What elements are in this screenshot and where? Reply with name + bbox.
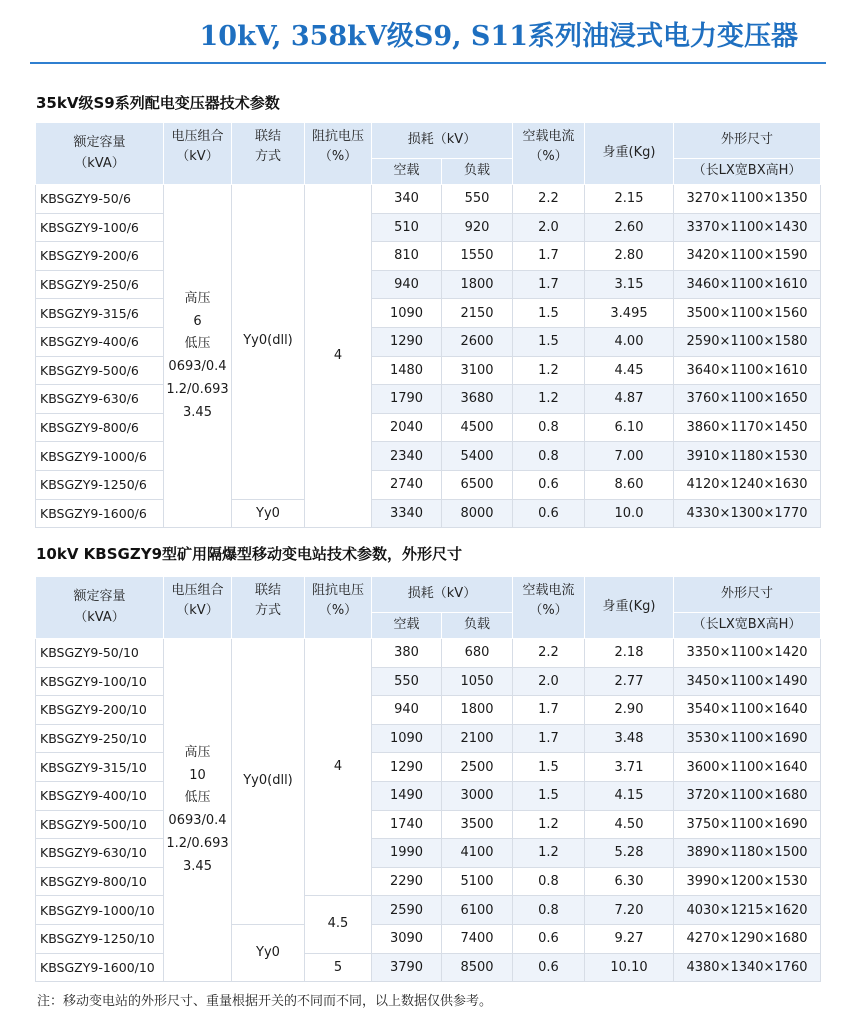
impedance-voltage: 4.5 <box>305 896 372 953</box>
table-row <box>36 356 821 385</box>
voltage-combination <box>164 639 232 982</box>
dimensions: 3910×1180×1530 <box>674 442 821 471</box>
weight: 4.87 <box>585 385 674 414</box>
load-loss: 3100 <box>442 356 513 385</box>
model: KBSGZY9-630/10 <box>36 839 164 868</box>
model: KBSGZY9-1600/10 <box>36 953 164 982</box>
table-row <box>36 299 821 328</box>
table-row <box>36 639 821 668</box>
model: KBSGZY9-315/10 <box>36 753 164 782</box>
model: KBSGZY9-1250/6 <box>36 470 164 499</box>
load-loss: 3500 <box>442 810 513 839</box>
voltage-line: 0693/0.4 <box>168 813 227 829</box>
header-noload-current: 空载电流 （%） <box>513 577 585 639</box>
model: KBSGZY9-50/10 <box>36 639 164 668</box>
dimensions: 3530×1100×1690 <box>674 724 821 753</box>
voltage-line: 3.45 <box>183 858 212 874</box>
noload-current: 0.8 <box>513 896 585 925</box>
model: KBSGZY9-250/6 <box>36 270 164 299</box>
table-row <box>36 896 821 925</box>
table-row <box>36 413 821 442</box>
noload-current: 1.7 <box>513 270 585 299</box>
connection-method: Yy0 <box>232 924 305 981</box>
header-dimension: 外形尺寸 <box>674 123 821 159</box>
weight: 6.10 <box>585 413 674 442</box>
header-voltage: 电压组合 （kV） <box>164 577 232 639</box>
weight: 4.15 <box>585 781 674 810</box>
noload-current: 1.2 <box>513 385 585 414</box>
noload-loss: 1090 <box>372 724 442 753</box>
impedance-voltage: 5 <box>305 953 372 982</box>
load-loss: 4100 <box>442 839 513 868</box>
noload-current: 1.2 <box>513 839 585 868</box>
weight: 2.15 <box>585 185 674 214</box>
title-divider <box>30 62 826 64</box>
noload-loss: 1990 <box>372 839 442 868</box>
dimensions: 4120×1240×1630 <box>674 470 821 499</box>
dimensions: 3860×1170×1450 <box>674 413 821 442</box>
load-loss: 2600 <box>442 327 513 356</box>
noload-loss: 2290 <box>372 867 442 896</box>
impedance-voltage: 4 <box>305 185 372 528</box>
load-loss: 1800 <box>442 696 513 725</box>
load-loss: 8500 <box>442 953 513 982</box>
footnote: 注：移动变电站的外形尺寸、重量根据开关的不同而不同，以上数据仅供参考。 <box>37 994 493 1009</box>
noload-current: 1.5 <box>513 327 585 356</box>
header-impedance: 阻抗电压 （%） <box>305 123 372 185</box>
noload-loss: 550 <box>372 667 442 696</box>
voltage-line: 高压 <box>184 290 211 306</box>
model: KBSGZY9-1600/6 <box>36 499 164 528</box>
noload-loss: 1290 <box>372 753 442 782</box>
dimensions: 3270×1100×1350 <box>674 185 821 214</box>
load-loss: 3680 <box>442 385 513 414</box>
table-row <box>36 270 821 299</box>
header-loss-noload: 空载 <box>372 613 442 639</box>
weight: 3.495 <box>585 299 674 328</box>
weight: 9.27 <box>585 924 674 953</box>
header-loss-load: 负载 <box>442 613 513 639</box>
voltage-line: 1.2/0.693 <box>166 835 229 851</box>
noload-current: 0.8 <box>513 442 585 471</box>
header-voltage: 电压组合 （kV） <box>164 123 232 185</box>
dimensions: 3500×1100×1560 <box>674 299 821 328</box>
weight: 10.0 <box>585 499 674 528</box>
noload-current: 2.2 <box>513 639 585 668</box>
load-loss: 1550 <box>442 242 513 271</box>
dimensions: 3350×1100×1420 <box>674 639 821 668</box>
dimensions: 2590×1100×1580 <box>674 327 821 356</box>
weight: 4.50 <box>585 810 674 839</box>
noload-current: 1.5 <box>513 753 585 782</box>
model: KBSGZY9-200/6 <box>36 242 164 271</box>
header-impedance: 阻抗电压 （%） <box>305 577 372 639</box>
header-dimension-unit: （长LX宽BX高H） <box>674 613 821 639</box>
dimensions: 3640×1100×1610 <box>674 356 821 385</box>
dimensions: 3460×1100×1610 <box>674 270 821 299</box>
load-loss: 4500 <box>442 413 513 442</box>
dimensions: 3890×1180×1500 <box>674 839 821 868</box>
header-loss: 损耗（kV） <box>372 577 513 613</box>
noload-loss: 340 <box>372 185 442 214</box>
load-loss: 5400 <box>442 442 513 471</box>
noload-loss: 2040 <box>372 413 442 442</box>
noload-current: 0.8 <box>513 867 585 896</box>
weight: 3.71 <box>585 753 674 782</box>
table-row <box>36 327 821 356</box>
header-loss-noload: 空载 <box>372 159 442 185</box>
load-loss: 920 <box>442 213 513 242</box>
model: KBSGZY9-200/10 <box>36 696 164 725</box>
voltage-line: 1.2/0.693 <box>166 381 229 397</box>
table-row <box>36 213 821 242</box>
model: KBSGZY9-1000/6 <box>36 442 164 471</box>
dimensions: 3540×1100×1640 <box>674 696 821 725</box>
voltage-line: 高压 <box>184 744 211 760</box>
table-row <box>36 696 821 725</box>
load-loss: 2100 <box>442 724 513 753</box>
connection-method: Yy0(dll) <box>232 639 305 925</box>
voltage-line: 10 <box>189 767 206 783</box>
table-row <box>36 470 821 499</box>
noload-current: 2.2 <box>513 185 585 214</box>
voltage-line: 低压 <box>184 790 211 806</box>
weight: 2.60 <box>585 213 674 242</box>
model: KBSGZY9-400/6 <box>36 327 164 356</box>
section1-title: 35kV级S9系列配电变压器技术参数 <box>36 94 280 112</box>
noload-loss: 810 <box>372 242 442 271</box>
load-loss: 5100 <box>442 867 513 896</box>
model: KBSGZY9-500/10 <box>36 810 164 839</box>
noload-loss: 1740 <box>372 810 442 839</box>
weight: 10.10 <box>585 953 674 982</box>
noload-current: 1.2 <box>513 356 585 385</box>
model: KBSGZY9-1000/10 <box>36 896 164 925</box>
weight: 2.18 <box>585 639 674 668</box>
dimensions: 3370×1100×1430 <box>674 213 821 242</box>
weight: 7.20 <box>585 896 674 925</box>
load-loss: 3000 <box>442 781 513 810</box>
load-loss: 7400 <box>442 924 513 953</box>
weight: 4.45 <box>585 356 674 385</box>
noload-loss: 2740 <box>372 470 442 499</box>
weight: 3.48 <box>585 724 674 753</box>
noload-current: 2.0 <box>513 667 585 696</box>
dimensions: 3720×1100×1680 <box>674 781 821 810</box>
model: KBSGZY9-100/6 <box>36 213 164 242</box>
header-connection: 联结 方式 <box>232 577 305 639</box>
noload-loss: 3790 <box>372 953 442 982</box>
voltage-line: 6 <box>193 313 202 329</box>
noload-current: 0.6 <box>513 499 585 528</box>
model: KBSGZY9-800/10 <box>36 867 164 896</box>
dimensions: 4030×1215×1620 <box>674 896 821 925</box>
load-loss: 6500 <box>442 470 513 499</box>
table-row <box>36 442 821 471</box>
dimensions: 4380×1340×1760 <box>674 953 821 982</box>
noload-loss: 3340 <box>372 499 442 528</box>
noload-loss: 1090 <box>372 299 442 328</box>
noload-current: 1.7 <box>513 724 585 753</box>
model: KBSGZY9-100/10 <box>36 667 164 696</box>
noload-current: 1.2 <box>513 810 585 839</box>
header-capacity: 额定容量 （kVA） <box>36 577 164 639</box>
voltage-combination <box>164 185 232 528</box>
dimensions: 3450×1100×1490 <box>674 667 821 696</box>
voltage-line: 0693/0.4 <box>168 359 227 375</box>
weight: 4.00 <box>585 327 674 356</box>
header-noload-current: 空载电流 （%） <box>513 123 585 185</box>
weight: 5.28 <box>585 839 674 868</box>
voltage-line: 低压 <box>184 336 211 352</box>
weight: 6.30 <box>585 867 674 896</box>
noload-current: 0.6 <box>513 924 585 953</box>
dimensions: 3420×1100×1590 <box>674 242 821 271</box>
impedance-voltage: 4 <box>305 639 372 896</box>
noload-loss: 510 <box>372 213 442 242</box>
table-row <box>36 385 821 414</box>
model: KBSGZY9-500/6 <box>36 356 164 385</box>
noload-loss: 2590 <box>372 896 442 925</box>
noload-loss: 940 <box>372 270 442 299</box>
noload-loss: 1480 <box>372 356 442 385</box>
weight: 2.77 <box>585 667 674 696</box>
table-row <box>36 753 821 782</box>
noload-loss: 3090 <box>372 924 442 953</box>
weight: 8.60 <box>585 470 674 499</box>
weight: 7.00 <box>585 442 674 471</box>
dimensions: 4330×1300×1770 <box>674 499 821 528</box>
load-loss: 1800 <box>442 270 513 299</box>
header-connection: 联结 方式 <box>232 123 305 185</box>
header-dimension: 外形尺寸 <box>674 577 821 613</box>
header-dimension-unit: （长LX宽BX高H） <box>674 159 821 185</box>
dimensions: 3990×1200×1530 <box>674 867 821 896</box>
noload-current: 0.8 <box>513 413 585 442</box>
table-row <box>36 499 821 528</box>
table-row <box>36 724 821 753</box>
header-weight: 身重(Kg) <box>585 123 674 185</box>
noload-loss: 1290 <box>372 327 442 356</box>
model: KBSGZY9-400/10 <box>36 781 164 810</box>
load-loss: 2150 <box>442 299 513 328</box>
connection-method: Yy0(dll) <box>232 185 305 500</box>
noload-loss: 1490 <box>372 781 442 810</box>
noload-current: 0.6 <box>513 953 585 982</box>
table-row <box>36 924 821 953</box>
table-row <box>36 953 821 982</box>
section2-title: 10kV KBSGZY9型矿用隔爆型移动变电站技术参数，外形尺寸 <box>36 545 463 563</box>
dimensions: 4270×1290×1680 <box>674 924 821 953</box>
load-loss: 680 <box>442 639 513 668</box>
weight: 3.15 <box>585 270 674 299</box>
table-row <box>36 781 821 810</box>
weight: 2.80 <box>585 242 674 271</box>
model: KBSGZY9-630/6 <box>36 385 164 414</box>
model: KBSGZY9-315/6 <box>36 299 164 328</box>
model: KBSGZY9-250/10 <box>36 724 164 753</box>
noload-current: 1.5 <box>513 299 585 328</box>
connection-method: Yy0 <box>232 499 305 528</box>
header-loss: 损耗（kV） <box>372 123 513 159</box>
table-row <box>36 242 821 271</box>
table-row <box>36 667 821 696</box>
table-row <box>36 867 821 896</box>
header-weight: 身重(Kg) <box>585 577 674 639</box>
noload-current: 2.0 <box>513 213 585 242</box>
dimensions: 3760×1100×1650 <box>674 385 821 414</box>
table-row <box>36 810 821 839</box>
load-loss: 6100 <box>442 896 513 925</box>
load-loss: 550 <box>442 185 513 214</box>
noload-current: 1.5 <box>513 781 585 810</box>
spec-table-10kv-mobile-substation <box>35 576 821 982</box>
weight: 2.90 <box>585 696 674 725</box>
model: KBSGZY9-50/6 <box>36 185 164 214</box>
spec-table-35kv <box>35 122 821 528</box>
noload-current: 1.7 <box>513 696 585 725</box>
load-loss: 2500 <box>442 753 513 782</box>
model: KBSGZY9-1250/10 <box>36 924 164 953</box>
noload-loss: 940 <box>372 696 442 725</box>
noload-loss: 380 <box>372 639 442 668</box>
noload-loss: 2340 <box>372 442 442 471</box>
table-row <box>36 839 821 868</box>
noload-current: 1.7 <box>513 242 585 271</box>
table-row <box>36 185 821 214</box>
header-loss-load: 负载 <box>442 159 513 185</box>
header-capacity: 额定容量 （kVA） <box>36 123 164 185</box>
dimensions: 3600×1100×1640 <box>674 753 821 782</box>
noload-current: 0.6 <box>513 470 585 499</box>
noload-loss: 1790 <box>372 385 442 414</box>
voltage-line: 3.45 <box>183 404 212 420</box>
load-loss: 8000 <box>442 499 513 528</box>
dimensions: 3750×1100×1690 <box>674 810 821 839</box>
load-loss: 1050 <box>442 667 513 696</box>
page-title: 10kV, 358kV级S9, S11系列油浸式电力变压器 <box>199 21 798 52</box>
model: KBSGZY9-800/6 <box>36 413 164 442</box>
